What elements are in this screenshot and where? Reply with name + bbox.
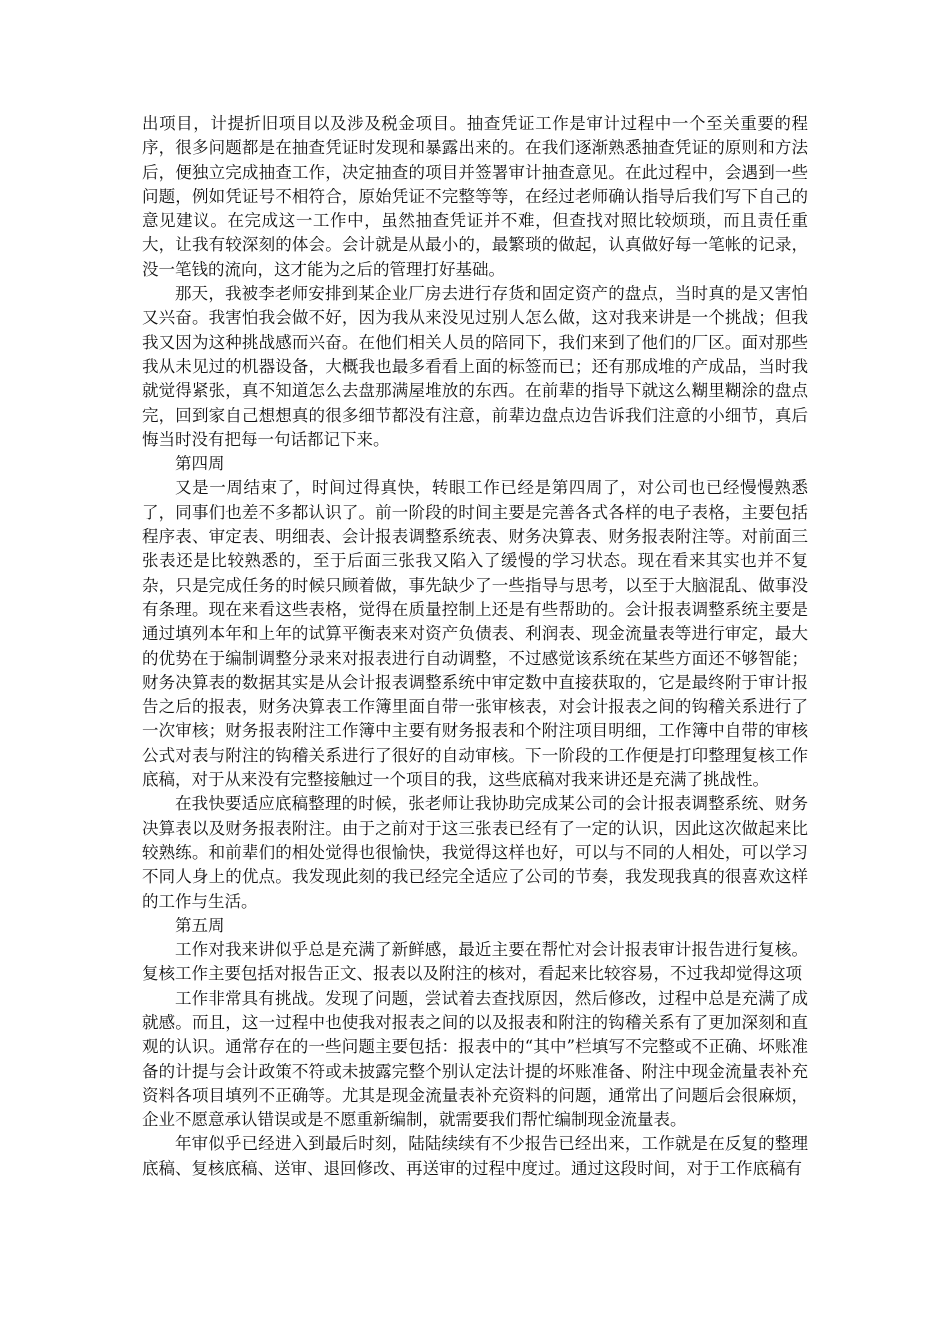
paragraph-annual-audit: 年审似乎已经进入到最后时刻，陆陆续续有不少报告已经出来，工作就是在反复的整理底稿、复核底稿、送审、退回修改、再送审的过程中度过。通过这段时间，对于工作底稿有	[142, 1134, 808, 1178]
paragraph-inventory-count: 那天，我被李老师安排到某企业厂房去进行存货和固定资产的盘点，当时真的是又害怕又兴奋。我害怕我会做不好，因为我从来没见过别人怎么做，这对我来讲是一个挑战；但我我又因为这种挑战感而兴奋。在他们相关人员的陪同下，我们来到了他们的厂区。面对那些我从未见过的机器设备，大概我也最多看看上面的标签而已；还有那成堆的产成品，当时我就觉得紧张，真不知道怎么去盘那满屋堆放的东西。在前辈的指导下就这么糊里糊涂的盘点完，回到家自己想想真的很多细节都没有注意，前辈边盘点边告诉我们注意的小细节，真后悔当时没有把每一句话都记下来。	[142, 284, 808, 449]
heading-week-four: 第四周	[175, 454, 225, 474]
paragraph-week-five-challenges: 工作非常具有挑战。发现了问题，尝试着去查找原因，然后修改，过程中总是充满了成就感。而且，这一过程中也使我对报表之间的以及报表和附注的钩稽关系有了更加深刻和直观的认识。通常存在的一些问题主要包括：报表中的“其中”栏填写不完整或不正确、坏账准备的计提与会计政策不符或未披露完整个别认定法计提的坏账准备、附注中现金流量表补充资料各项目填列不正确等。尤其是现金流量表补充资料的问题，通常出了问题后会很麻烦，企业不愿意承认错误或是不愿重新编制，就需要我们帮忙编制现金流量表。	[142, 988, 808, 1130]
paragraph-week-five-review: 工作对我来讲似乎总是充满了新鲜感，最近主要在帮忙对会计报表审计报告进行复核。复核工作主要包括对报告正文、报表以及附注的核对，看起来比较容易，不过我却觉得这项	[142, 940, 808, 984]
paragraph-week-four-adaptation: 在我快要适应底稿整理的时候，张老师让我协助完成某公司的会计报表调整系统、财务决算表以及财务报表附注。由于之前对于这三张表已经有了一定的认识，因此这次做起来比较熟练。和前辈们的相处觉得也很愉快，我觉得这样也好，可以与不同的人相处，可以学习不同人身上的优点。我发现此刻的我已经完全适应了公司的节奏，我发现我真的很喜欢这样的工作与生活。	[142, 794, 808, 911]
paragraph-week-four-spreadsheets: 又是一周结束了，时间过得真快，转眼工作已经是第四周了，对公司也已经慢慢熟悉了，同事们也差不多都认识了。前一阶段的时间主要是完善各式各样的电子表格，主要包括程序表、审定表、明细表、会计报表调整系统表、财务决算表、财务报表附注等。对前面三张表还是比较熟悉的，至于后面三张我又陷入了缓慢的学习状态。现在看来其实也并不复杂，只是完成任务的时候只顾着做，事先缺少了一些指导与思考，以至于大脑混乱、做事没有条理。现在来看这些表格，觉得在质量控制上还是有些帮助的。会计报表调整系统主要是通过填列本年和上年的试算平衡表来对资产负债表、利润表、现金流量表等进行审定，最大的优势在于编制调整分录来对报表进行自动调整，不过感觉该系统在某些方面还不够智能；财务决算表的数据其实是从会计报表调整系统中审定数中直接获取的，它是最终附于审计报告之后的报表，财务决算表工作簿里面自带一张审核表，对会计报表之间的钩稽关系进行了一次审核；财务报表附注工作簿中主要有财务报表和个附注项目明细，工作簿中自带的审核公式对表与附注的钩稽关系进行了很好的自动审核。下一阶段的工作便是打印整理复核工作底稿，对于从来没有完整接触过一个项目的我，这些底稿对我来讲还是充满了挑战性。	[142, 478, 808, 790]
document-body	[142, 112, 808, 1181]
heading-week-five: 第五周	[175, 915, 225, 935]
paragraph-voucher-review: 出项目，计提折旧项目以及涉及税金项目。抽查凭证工作是审计过程中一个至关重要的程序，很多问题都是在抽查凭证时发现和暴露出来的。在我们逐渐熟悉抽查凭证的原则和方法后，便独立完成抽查工作，决定抽查的项目并签署审计抽查意见。在此过程中，会遇到一些问题，例如凭证号不相符合，原始凭证不完整等等，在经过老师确认指导后我们写下自己的意见建议。在完成这一工作中，虽然抽查凭证并不难，但查找对照比较烦琐，而且责任重大，让我有较深刻的体会。会计就是从最小的，最繁琐的做起，认真做好每一笔帐的记录，没一笔钱的流向，这才能为之后的管理打好基础。	[142, 114, 808, 279]
